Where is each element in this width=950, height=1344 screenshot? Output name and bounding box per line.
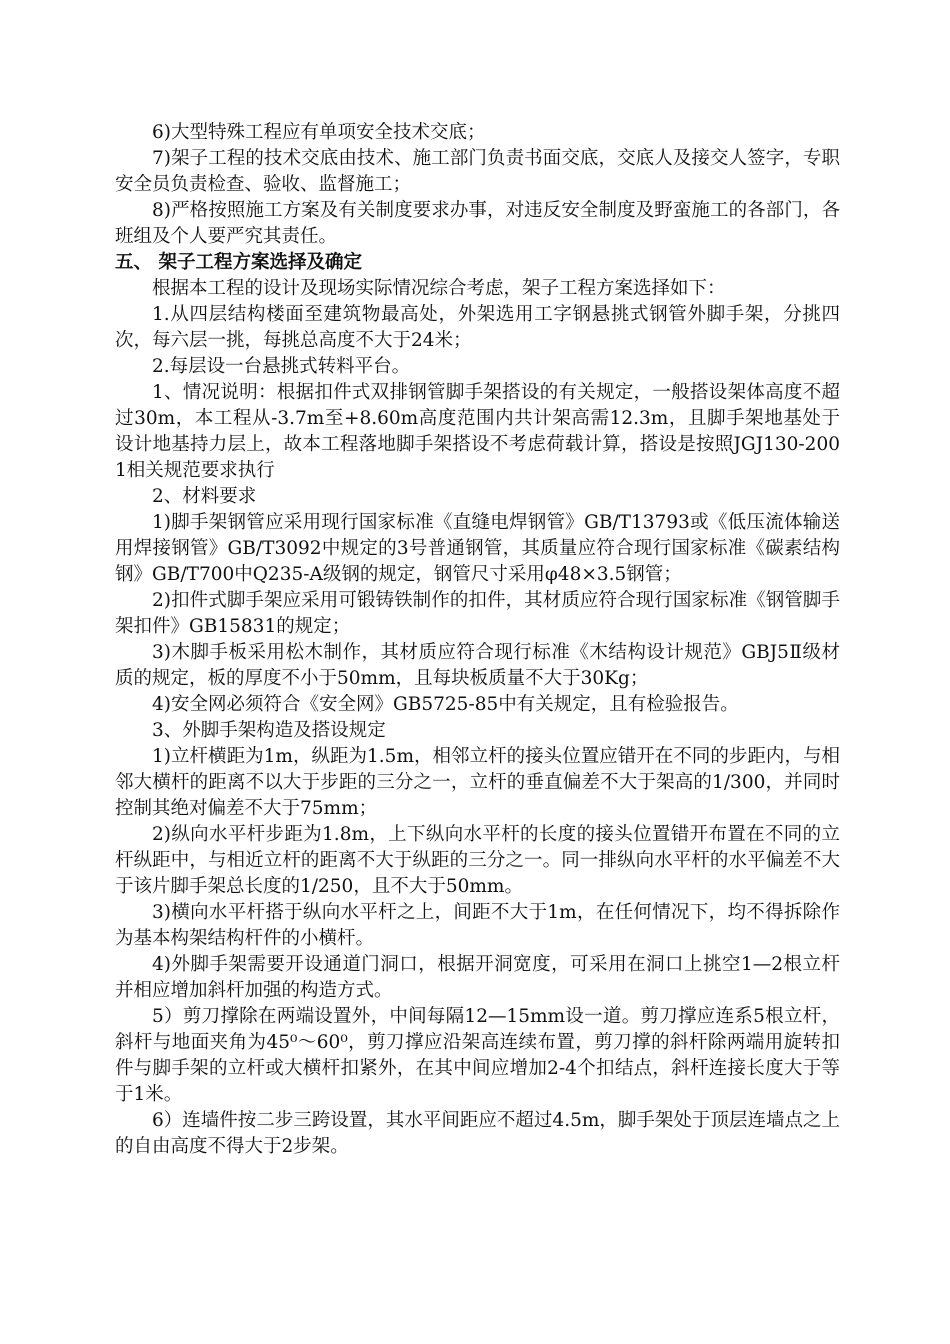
construction-item-4: 4)外脚手架需要开设通道门洞口，根据开洞宽度，可采用在洞口上挑空1—2根立杆并相应增加斜杆加强的构造方式。: [115, 954, 840, 1001]
scheme-item-2: 2.每层设一台悬挑式转料平台。: [152, 356, 411, 377]
material-item-3: 3)木脚手板采用松木制作，其材质应符合现行标准《木结构设计规范》GBJ5Ⅱ级材质的规定，板的厚度不小于50mm，且每块板质量不大于30Kg；: [115, 642, 840, 689]
paragraph-item-8: 8)严格按照施工方案及有关制度要求办事，对违反安全制度及野蛮施工的各部门，各班组及个人要严究其责任。: [115, 200, 840, 247]
construction-item-1: 1)立杆横距为1m，纵距为1.5m，相邻立杆的接头位置应错开在不同的步距内，与相邻大横杆的距离不以大于步距的三分之一，立杆的垂直偏差不大于架高的1/300，并同时控制其绝对偏差不大于75mm；: [115, 746, 840, 819]
construction-item-5: 5）剪刀撑除在两端设置外，中间每隔12—15mm设一道。剪刀撑应连系5根立杆，斜杆与地面夹角为45⁰～60⁰，剪刀撑应沿架高连续布置，剪刀撑的斜杆除两端用旋转扣件与脚手架的立杆或大横杆扣紧外，在其中间应增加2-4个扣结点，斜杆连接长度大于等于1米。: [115, 1006, 840, 1105]
scheme-item-1: 1.从四层结构楼面至建筑物最高处，外架选用工字钢悬挑式钢管外脚手架，分挑四次，每六层一挑，每挑总高度不大于24米；: [115, 304, 840, 351]
paragraph-item-7: 7)架子工程的技术交底由技术、施工部门负责书面交底，交底人及接交人签字，专职安全员负责检查、验收、监督施工；: [115, 148, 840, 195]
intro-paragraph: 根据本工程的设计及现场实际情况综合考虑，架子工程方案选择如下：: [152, 278, 726, 299]
subheading-material-requirements: 2、材料要求: [152, 486, 257, 507]
situation-description: 1、情况说明：根据扣件式双排钢管脚手架搭设的有关规定，一般搭设架体高度不超过30m，本工程从-3.7m至+8.60m高度范围内共计架高需12.3m，且脚手架地基处于设计地基持力层上，故本工程落地脚手架搭设不考虑荷载计算，搭设是按照JGJ130-2001相关规范要求执行: [115, 382, 840, 481]
subheading-scaffold-construction: 3、外脚手架构造及搭设规定: [152, 720, 386, 741]
document-body: [115, 120, 840, 1160]
material-item-1: 1)脚手架钢管应采用现行国家标准《直缝电焊钢管》GB/T13793或《低压流体输送用焊接钢管》GB/T3092中规定的3号普通钢管，其质量应符合现行国家标准《碳素结构钢》GB/T700中Q235-A级钢的规定，钢管尺寸采用φ48×3.5钢管；: [115, 512, 840, 585]
construction-item-2: 2)纵向水平杆步距为1.8m，上下纵向水平杆的长度的接头位置错开布置在不同的立杆纵距中，与相近立杆的距离不大于纵距的三分之一。同一排纵向水平杆的水平偏差不大于该片脚手架总长度的1/250，且不大于50mm。: [115, 824, 840, 897]
material-item-4: 4)安全网必须符合《安全网》GB5725-85中有关规定，且有检验报告。: [152, 694, 739, 715]
section-heading: 五、 架子工程方案选择及确定: [115, 252, 362, 273]
construction-item-6: 6）连墙件按二步三跨设置，其水平间距应不超过4.5m，脚手架处于顶层连墙点之上的自由高度不得大于2步架。: [115, 1110, 840, 1157]
material-item-2: 2)扣件式脚手架应采用可锻铸铁制作的扣件，其材质应符合现行国家标准《钢管脚手架扣件》GB15831的规定；: [115, 590, 840, 637]
paragraph-item-6: 6)大型特殊工程应有单项安全技术交底；: [152, 122, 486, 143]
construction-item-3: 3)横向水平杆搭于纵向水平杆之上，间距不大于1m，在任何情况下，均不得拆除作为基本构架结构杆件的小横杆。: [115, 902, 840, 949]
